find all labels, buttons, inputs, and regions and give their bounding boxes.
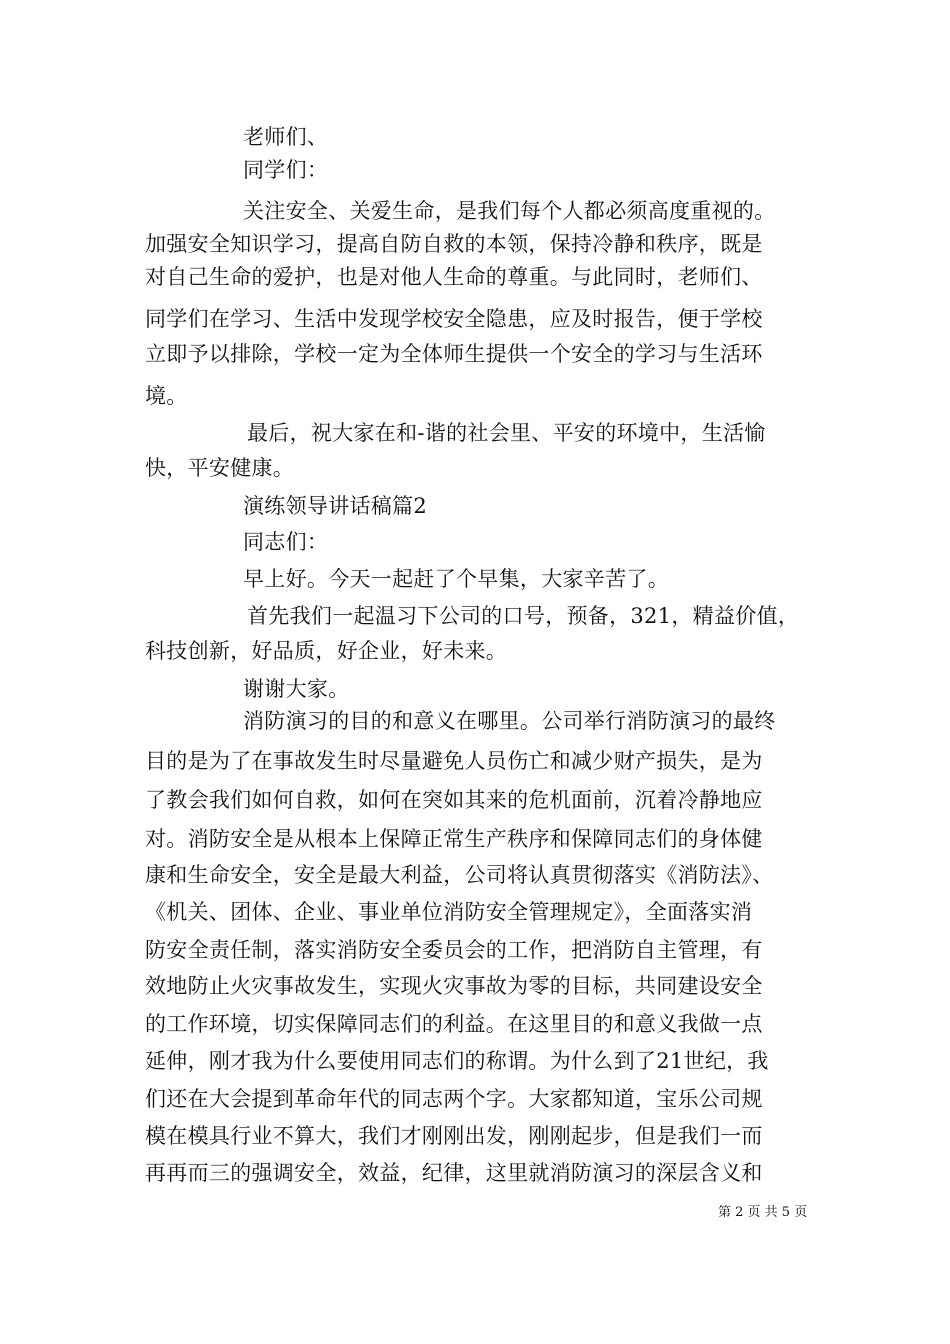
paragraph-line: 最后，祝大家在和-谐的社会里、平安的环境中，生活愉 [247, 421, 766, 445]
paragraph-line: 康和生命安全，安全是最大利益，公司将认真贯彻落实《消防法》、 [145, 863, 774, 887]
paragraph-line: 目的是为了在事故发生时尽量避免人员伤亡和减少财产损失，是为 [145, 749, 763, 773]
salutation-teachers: 老师们、 [243, 125, 329, 149]
paragraph-line: 消防演习的目的和意义在哪里。公司举行消防演习的最终 [243, 709, 776, 733]
paragraph-line: 加强安全知识学习，提高自防自救的本领，保持冷静和秩序，既是 [145, 232, 763, 256]
paragraph-line: 对自己生命的爱护，也是对他人生命的尊重。与此同时，老师们、 [145, 265, 763, 289]
paragraph-line: 同学们在学习、生活中发现学校安全隐患，应及时报告，便于学校 [145, 307, 763, 331]
paragraph-line: 立即予以排除，学校一定为全体师生提供一个安全的学习与生活环 [145, 342, 763, 366]
paragraph-line: 快，平安健康。 [145, 456, 295, 480]
paragraph-line: 的工作环境，切实保障同志们的利益。在这里目的和意义我做一点 [145, 1012, 763, 1036]
paragraph-line: 防安全责任制，落实消防安全委员会的工作，把消防自主管理，有 [145, 938, 763, 962]
paragraph-line: 对。消防安全是从根本上保障正常生产秩序和保障同志们的身体健 [145, 827, 763, 851]
paragraph-line: 关注安全、关爱生命，是我们每个人都必须高度重视的。 [243, 199, 776, 223]
section-heading: 演练领导讲话稿篇2 [243, 494, 428, 518]
paragraph-line: 科技创新，好品质，好企业，好未来。 [145, 639, 508, 663]
paragraph-line: 《机关、团体、企业、事业单位消防安全管理规定》，全面落实消 [145, 900, 753, 924]
paragraph-line: 延伸，刚才我为什么要使用同志们的称谓。为什么到了21世纪，我 [145, 1049, 769, 1073]
paragraph-line: 了教会我们如何自救，如何在突如其来的危机面前，沉着冷静地应 [145, 788, 763, 812]
paragraph-line: 首先我们一起温习下公司的口号，预备，321，精益价值， [247, 604, 800, 628]
paragraph-line: 模在模具行业不算大，我们才刚刚出发，刚刚起步，但是我们一而 [145, 1124, 763, 1148]
paragraph-line: 早上好。今天一起赶了个早集，大家辛苦了。 [243, 567, 669, 591]
page-number: 第 2 页 共 5 页 [718, 1205, 808, 1220]
paragraph-line: 再再而三的强调安全，效益，纪律，这里就消防演习的深层含义和 [145, 1161, 763, 1185]
paragraph-line: 谢谢大家。 [243, 677, 350, 701]
salutation-comrades: 同志们： [243, 530, 329, 554]
paragraph-line: 境。 [145, 384, 188, 408]
paragraph-line: 效地防止火灾事故发生，实现火灾事故为零的目标，共同建设安全 [145, 974, 763, 998]
paragraph-line: 们还在大会提到革命年代的同志两个字。大家都知道，宝乐公司规 [145, 1087, 763, 1111]
salutation-students: 同学们： [243, 158, 329, 182]
